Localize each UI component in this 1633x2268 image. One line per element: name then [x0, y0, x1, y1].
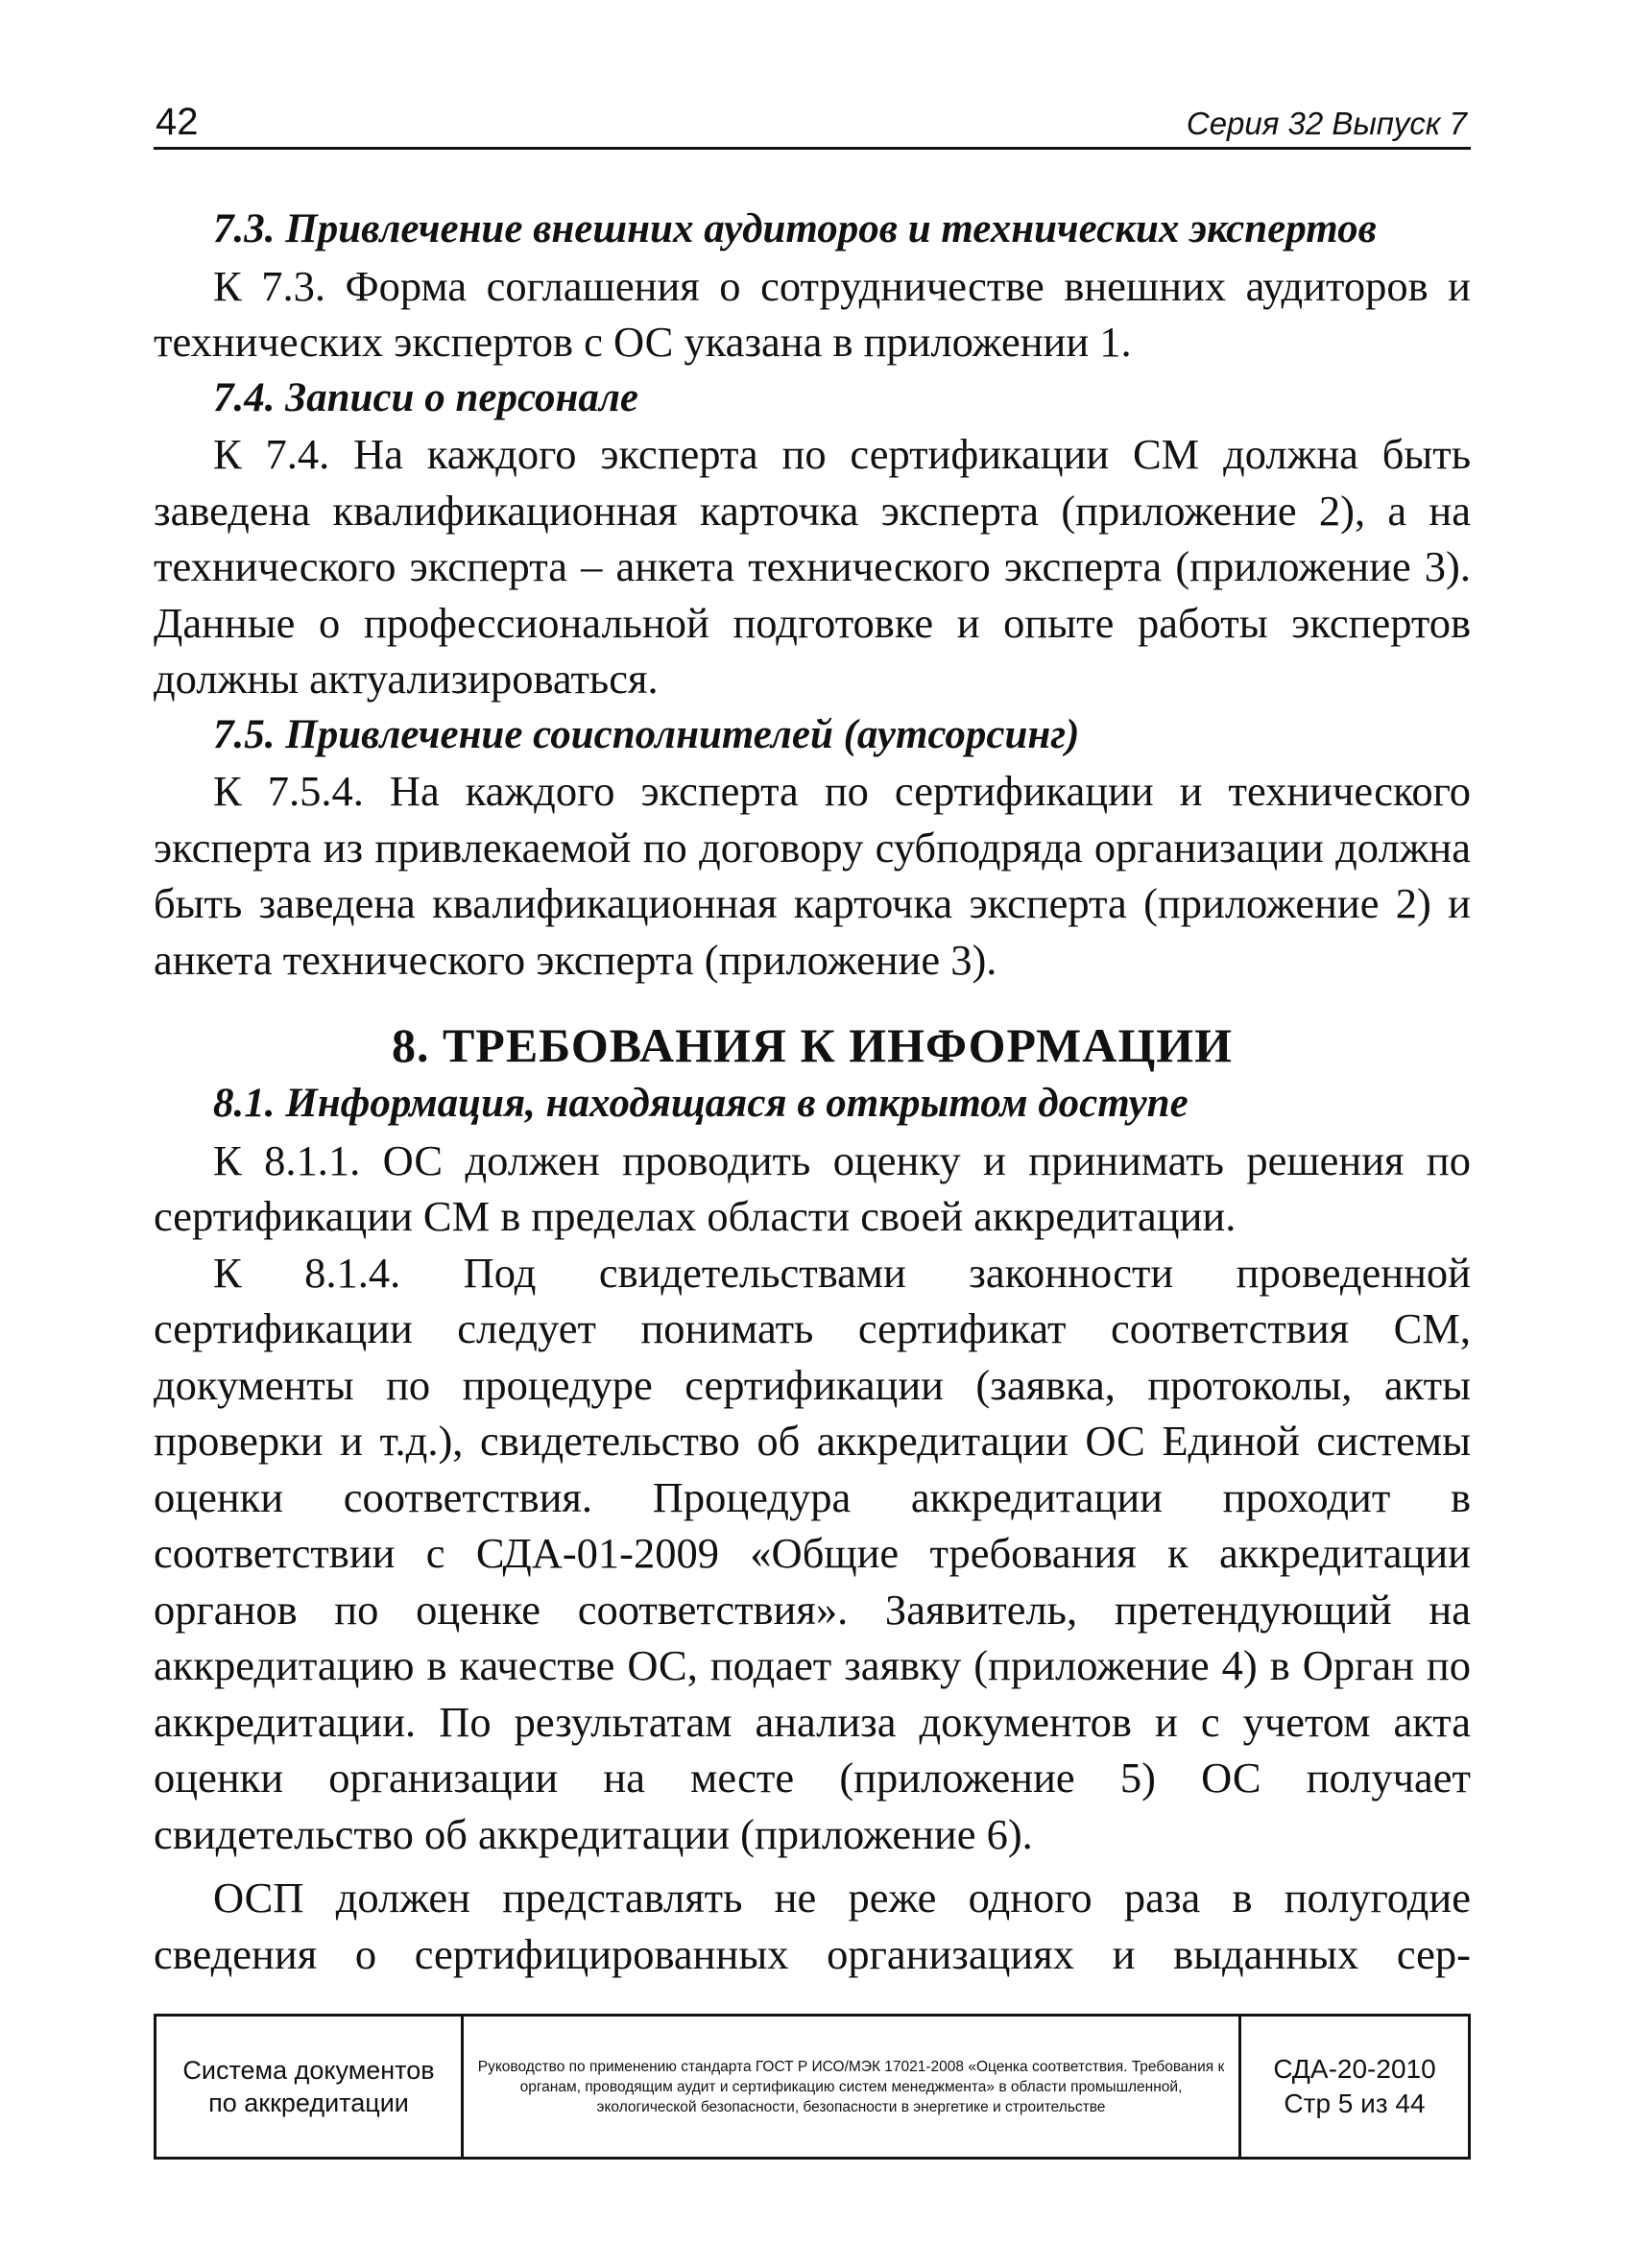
- paragraph-k-7-5-4: К 7.5.4. На каждого эксперта по сертификации и технического эксперта из привлекаемой по договору субподряда организации должна быть заведена квалификационная карточка эксперта (приложение 2) и анкета технического эксперта (приложение 3).: [154, 767, 1471, 984]
- section-heading-7-4: 7.4. Записи о персонале: [213, 374, 638, 420]
- page-number: 42: [156, 101, 199, 143]
- paragraph-k-7-4: К 7.4. На каждого эксперта по сертификации СМ должна быть заведена квалификационная карточка эксперта (приложение 2), а на технического эксперта – анкета технического эксперта (приложение 3). Данные о профессиональной подготовке и опыте работы экспертов должны актуализироваться.: [154, 430, 1471, 703]
- footer-system-line1: Система документов: [182, 2056, 435, 2085]
- footer-document-title-cell: [464, 2017, 1241, 2157]
- paragraph-k-8-1-4: К 8.1.4. Под свидетельствами законности проведенной сертификации следует понимать сертификат соответствия СМ, документы по процедуре сертификации (заявка, протоколы, акты проверки и т.д.), свидетельство об аккредитации ОС Единой системы оценки соответствия. Процедура аккредитации проходит в соответствии с СДА-01-2009 «Общие требования к аккредитации органов по оценке соответствия». Заявитель, претендующий на аккредитацию в качестве ОС, подает заявку (приложение 4) в Орган по аккредитации. По результатам анализа документов и с учетом акта оценки организации на месте (приложение 5) ОС получает свидетельство об аккредитации (приложение 6).: [154, 1248, 1471, 1858]
- footer-stamp-table: [154, 2014, 1471, 2160]
- footer-system-cell: [156, 2017, 464, 2157]
- footer-document-title: Руководство по применению стандарта ГОСТ Р ИСО/МЭК 17021-2008 «Оценка соответствия. Требования к органам, проводящим аудит и сертификацию систем менеджмента» в области промышленной, экологической безопасности, безопасности в энергетике и строительстве: [477, 2058, 1225, 2115]
- paragraph-k-7-3: К 7.3. Форма соглашения о сотрудничестве внешних аудиторов и технических экспертов с ОС указана в приложении 1.: [154, 261, 1471, 366]
- chapter-heading-8: 8. ТРЕБОВАНИЯ К ИНФОРМАЦИИ: [391, 1018, 1234, 1072]
- section-heading-7-5: 7.5. Привлечение соисполнителей (аутсорсинг): [213, 711, 1080, 757]
- section-heading-8-1: 8.1. Информация, находящаяся в открытом доступе: [213, 1081, 1189, 1126]
- footer-page-counter: Стр 5 из 44: [1284, 2089, 1426, 2118]
- series-label: Серия 32 Выпуск 7: [1186, 106, 1467, 141]
- paragraph-osp: ОСП должен представлять не реже одного раза в полугодие сведения о сертифицированных организациях и выданных сер-: [154, 1874, 1471, 1978]
- paragraph-gap: [154, 1862, 1471, 1870]
- section-heading-7-3: 7.3. Привлечение внешних аудиторов и технических экспертов: [213, 206, 1377, 251]
- footer-document-code: СДА-20-2010: [1273, 2054, 1436, 2084]
- paragraph-k-8-1-1: К 8.1.1. ОС должен проводить оценку и принимать решения по сертификации СМ в пределах области своей аккредитации.: [154, 1135, 1471, 1240]
- running-header: [154, 101, 1471, 150]
- footer-code-cell: [1241, 2017, 1468, 2157]
- footer-system-line2: по аккредитации: [208, 2089, 409, 2117]
- page-body: [154, 202, 1471, 1982]
